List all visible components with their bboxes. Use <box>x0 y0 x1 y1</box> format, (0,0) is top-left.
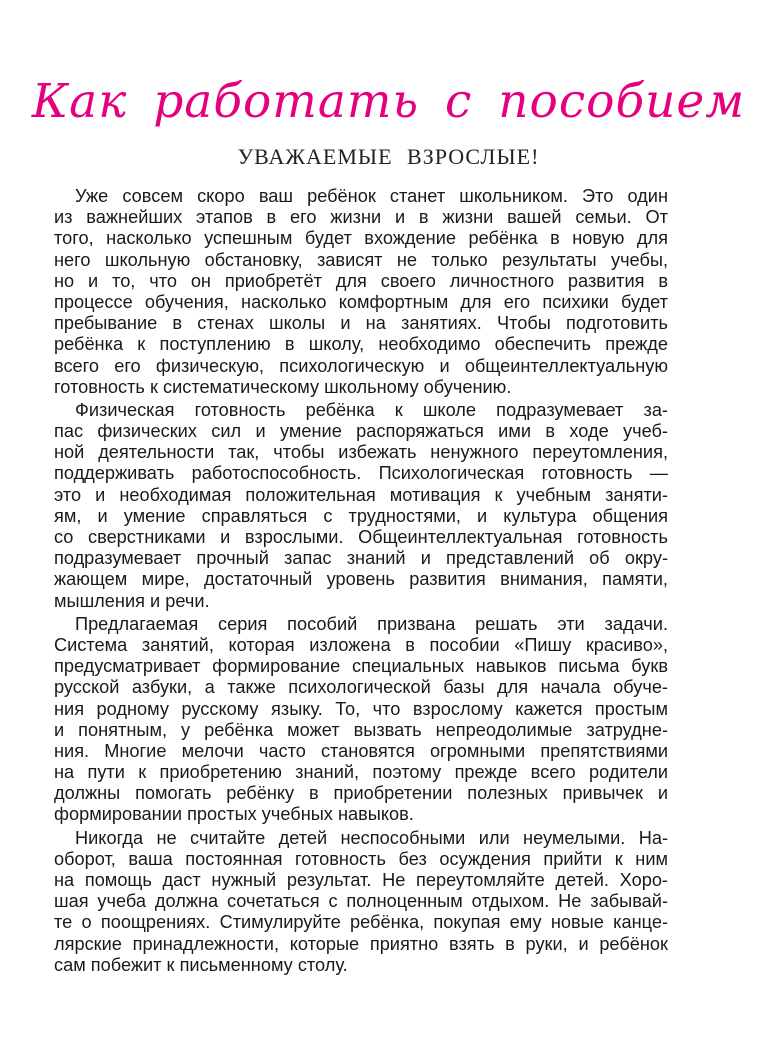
paragraph-line: ной деятельности так, чтобы избежать ненужного переутомления, <box>54 442 668 463</box>
paragraph-line: ния родному русскому языку. То, что взрослому кажется простым <box>54 698 668 719</box>
paragraph-line: подразумевает прочный запас знаний и представлений об окру- <box>54 548 668 569</box>
paragraph-line: процессе обучения, насколько комфортным для его психики будет <box>54 291 668 312</box>
paragraph-line: ребёнка к поступлению в школу, необходимо обеспечить прежде <box>54 334 668 355</box>
paragraph-line: того, насколько успешным будет вхождение ребёнка в новую для <box>54 228 668 249</box>
body-text <box>54 186 668 976</box>
paragraph-line: Никогда не считайте детей неспособными или неумелыми. На- <box>75 827 668 848</box>
paragraph <box>54 400 668 612</box>
paragraph-line: лярские принадлежности, которые приятно взять в руки, и ребёнок <box>54 933 668 954</box>
paragraph-line: сам побежит к письменному столу. <box>54 954 348 975</box>
paragraph-line: поддерживать работоспособность. Психологическая готовность — <box>54 463 668 484</box>
paragraph-line: Уже совсем скоро ваш ребёнок станет школьником. Это один <box>75 186 668 206</box>
paragraph-line: Физическая готовность ребёнка к школе подразумевает за- <box>75 399 668 420</box>
paragraph-line: те о поощрениях. Стимулируйте ребёнка, покупая ему новые канце- <box>54 912 668 933</box>
paragraph-line: оборот, ваша постоянная готовность без осуждения прийти к ним <box>54 848 668 869</box>
paragraph-line: ям, и умение справляться с трудностями, и культура общения <box>54 505 668 526</box>
paragraph-line: Предлагаемая серия пособий призвана решать эти задачи. <box>75 613 668 634</box>
paragraph-line: формировании простых учебных навыков. <box>54 804 414 825</box>
paragraph-line: предусматривает формирование специальных навыков письма букв <box>54 656 668 677</box>
paragraph-line: должны помогать ребёнку в приобретении полезных привычек и <box>54 783 668 804</box>
paragraph-line: на пути к приобретению знаний, поэтому прежде всего родители <box>54 762 668 783</box>
paragraph-line: это и необходимая положительная мотивация к учебным заняти- <box>54 484 668 505</box>
paragraph <box>54 828 668 976</box>
page-title: Как работать с пособием <box>31 74 746 129</box>
paragraph-line: готовность к систематическому школьному обучению. <box>54 376 512 397</box>
paragraph-line: но и то, что он приобретёт для своего личностного развития в <box>54 270 668 291</box>
paragraph-line: жающем мире, достаточный уровень развития внимания, памяти, <box>54 569 668 590</box>
paragraph-line: всего его физическую, психологическую и общеинтеллектуальную <box>54 355 668 376</box>
paragraph-line: него школьную обстановку, зависят не только результаты учебы, <box>54 249 668 270</box>
paragraph-line: со сверстниками и взрослыми. Общеинтеллектуальная готовность <box>54 527 668 547</box>
paragraph-line: русской азбуки, а также психологической базы для начала обуче- <box>54 677 668 698</box>
paragraph-line: на помощь даст нужный результат. Не переутомляйте детей. Хоро- <box>54 870 668 890</box>
paragraph-line: из важнейших этапов в его жизни и в жизни вашей семьи. От <box>54 207 668 228</box>
paragraph <box>54 614 668 826</box>
page-subtitle: УВАЖАЕМЫЕ ВЗРОСЛЫЕ! <box>237 144 540 169</box>
paragraph-line: мышления и речи. <box>54 590 210 611</box>
paragraph-line: ния. Многие мелочи часто становятся огромными препятствиями <box>54 740 668 761</box>
paragraph-line: шая учеба должна сочетаться с полноценным отдыхом. Не забывай- <box>54 891 668 912</box>
paragraph-line: и понятным, у ребёнка может вызвать непреодолимые затрудне- <box>54 719 668 740</box>
paragraph <box>54 186 668 398</box>
paragraph-line: Система занятий, которая изложена в пособии «Пишу красиво», <box>54 634 668 655</box>
paragraph-line: пас физических сил и умение распоряжаться ими в ходе учеб- <box>54 421 668 442</box>
paragraph-line: пребывание в стенах школы и на занятиях. Чтобы подготовить <box>54 313 668 334</box>
